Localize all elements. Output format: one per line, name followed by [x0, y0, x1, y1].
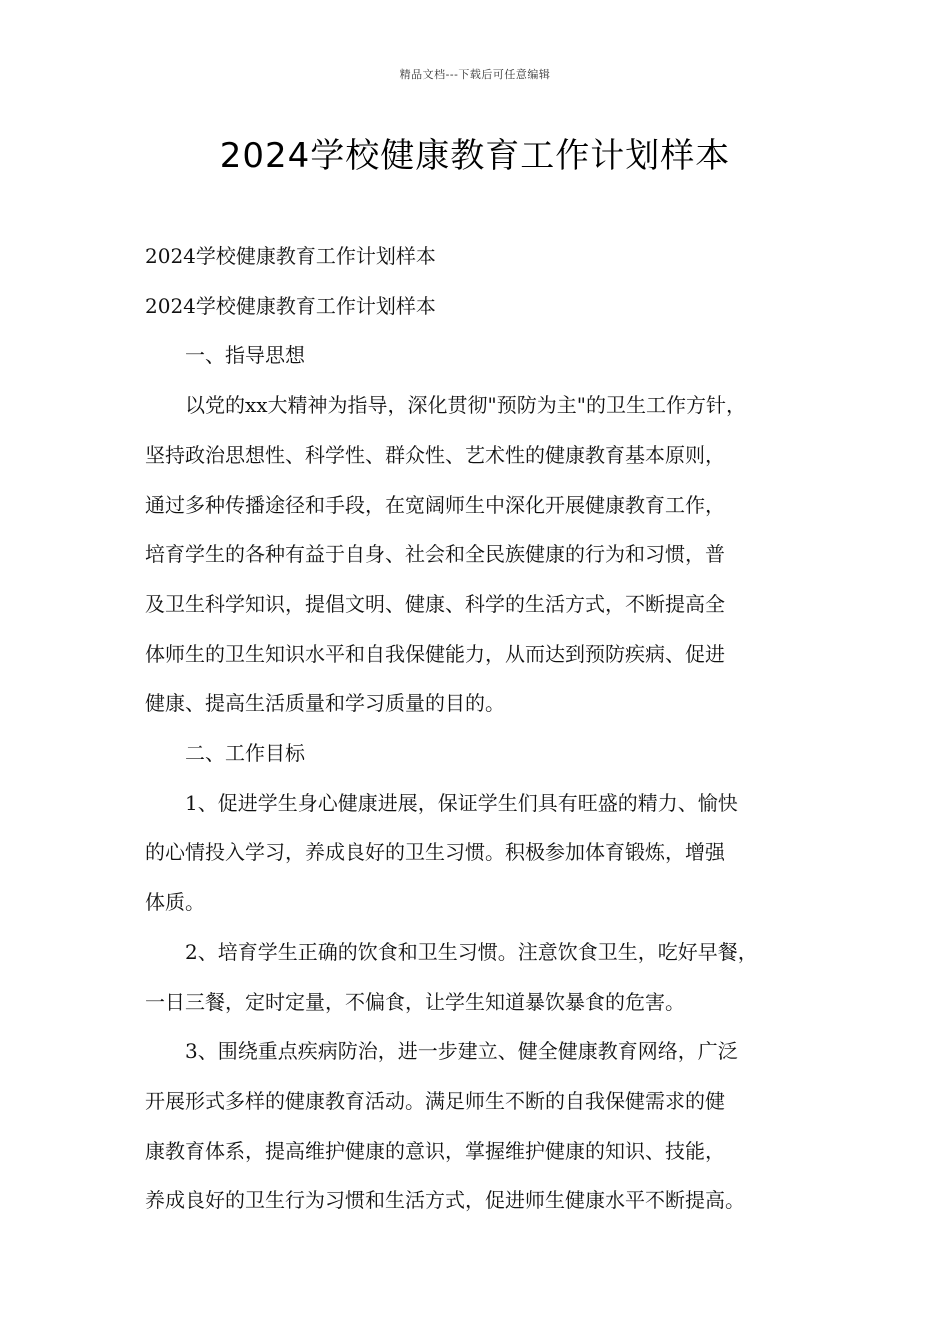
paragraph-line: 2、培育学生正确的饮食和卫生习惯。注意饮食卫生，吃好早餐，: [185, 939, 758, 964]
section-heading: 二、工作目标: [185, 741, 305, 766]
subtitle-line: 2024学校健康教育工作计划样本: [145, 244, 436, 268]
section-heading: 一、指导思想: [185, 343, 305, 368]
paragraph-line: 坚持政治思想性、科学性、群众性、艺术性的健康教育基本原则，: [145, 442, 725, 467]
paragraph-line: 1、促进学生身心健康进展，保证学生们具有旺盛的精力、愉快: [185, 790, 738, 815]
paragraph-line: 康教育体系，提高维护健康的意识，掌握维护健康的知识、技能，: [145, 1138, 725, 1163]
subtitle-line: 2024学校健康教育工作计划样本: [145, 293, 436, 318]
paragraph-line: 开展形式多样的健康教育活动。满足师生不断的自我保健需求的健: [145, 1088, 725, 1113]
document-title: 2024学校健康教育工作计划样本: [219, 136, 731, 176]
paragraph-line: 体质。: [145, 890, 205, 915]
paragraph-line: 健康、提高生活质量和学习质量的目的。: [145, 691, 505, 716]
paragraph-line: 一日三餐，定时定量，不偏食，让学生知道暴饮暴食的危害。: [145, 989, 685, 1014]
paragraph-line: 培育学生的各种有益于自身、社会和全民族健康的行为和习惯，普: [145, 542, 725, 567]
paragraph-line: 养成良好的卫生行为习惯和生活方式，促进师生健康水平不断提高。: [145, 1188, 745, 1213]
paragraph-line: 及卫生科学知识，提倡文明、健康、科学的生活方式，不断提高全: [145, 591, 725, 616]
document-body: [145, 232, 825, 1226]
header-note: 精品文档---下载后可任意编辑: [399, 68, 551, 81]
paragraph-line: 3、围绕重点疾病防治，进一步建立、健全健康教育网络，广泛: [185, 1039, 738, 1064]
paragraph-line: 通过多种传播途径和手段，在宽阔师生中深化开展健康教育工作，: [145, 492, 725, 517]
paragraph-line: 体师生的卫生知识水平和自我保健能力，从而达到预防疾病、促进: [145, 641, 725, 666]
paragraph-line: 以党的xx大精神为指导，深化贯彻"预防为主"的卫生工作方针，: [185, 393, 746, 418]
paragraph-line: 的心情投入学习，养成良好的卫生习惯。积极参加体育锻炼，增强: [145, 840, 725, 865]
